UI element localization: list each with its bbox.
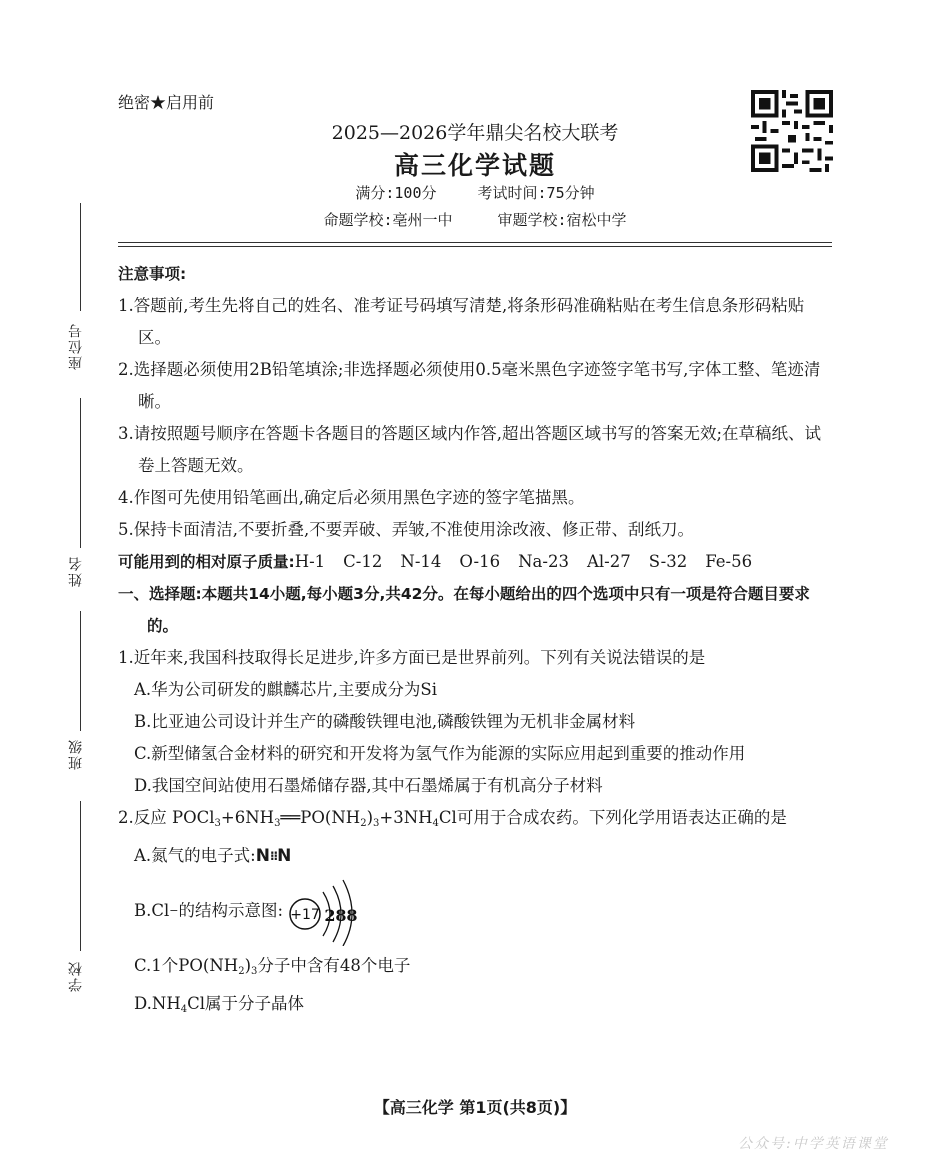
question-2-option-d: $D.NH_4Cl$属于分子晶体 (134, 994, 304, 1015)
side-label-name: 姓名 (68, 555, 84, 587)
section-heading: 一、选择题:本题共14小题,每小题3分,共42分。在每小题给出的四个选项中只有一项是符合题目要求的。 (118, 585, 810, 635)
atomic-mass-label: 可能用到的相对原子质量: (118, 553, 295, 571)
atomic-mass-value: H-1 (294, 552, 326, 571)
shell-electron-count: 8 (346, 906, 358, 925)
question-2-option-c: C.1个$PO(NH_2)_3$分子中含有48个电子 (134, 956, 411, 977)
question-1-option-d: D.我国空间站使用石墨烯储存器,其中石墨烯属于有机高分子材料 (134, 776, 603, 795)
question-1-option-c: C.新型储氢合金材料的研究和开发将为氢气作为能源的实际应用起到重要的推动作用 (134, 744, 746, 763)
secret-label: 绝密★启用前 (118, 93, 215, 112)
binding-line-segment (80, 203, 81, 311)
shell-electron-count: 2 (324, 906, 336, 925)
notice-item: 4.作图可先使用铅笔画出,确定后必须用黑色字迹的签字笔描黑。 (118, 488, 585, 507)
notice-item: 5.保持卡面清洁,不要折叠,不要弄破、弄皱,不准使用涂改液、修正带、刮纸刀。 (118, 520, 694, 539)
notice-item: 2.选择题必须使用2B铅笔填涂;非选择题必须使用0.5毫米黑色字迹签字笔书写,字体工整、笔迹清晰。 (118, 360, 821, 411)
page-footer: 【高三化学 第1页(共8页)】 (373, 1098, 577, 1117)
exam-meta-schools (0, 209, 950, 230)
notice-item: 3.请按照题号顺序在答题卡各题目的答题区域内作答,超出答题区域书写的答案无效;在草稿纸、试卷上答题无效。 (118, 424, 822, 475)
side-label-class: 班级 (68, 738, 84, 770)
atomic-mass-value: S-32 (648, 552, 688, 571)
qr-code-icon (751, 90, 833, 172)
notice-heading: 注意事项: (118, 265, 187, 283)
question-2-option-b: B.Cl − 的结构示意图: +17 2 8 8 (118, 872, 834, 950)
nucleus-charge: +17 (290, 907, 320, 923)
atomic-mass-value: O-16 (459, 552, 501, 571)
shell-electron-count: 8 (335, 906, 347, 925)
binding-line-segment (80, 801, 81, 951)
full-score: 满分:100分 (355, 184, 437, 202)
reviewer-school: 审题学校:宿松中学 (497, 211, 627, 229)
side-label-school: 学校 (68, 960, 84, 992)
binding-line-segment (80, 611, 81, 731)
header-rule-thin (118, 246, 832, 247)
atomic-mass-value: Na-23 (518, 552, 569, 571)
question-1-option-b: B.比亚迪公司设计并生产的磷酸铁锂电池,磷酸铁锂为无机非金属材料 (134, 712, 636, 731)
binding-line-segment (80, 398, 81, 548)
atomic-mass-value: Al-27 (586, 552, 631, 571)
exam-time: 考试时间:75分钟 (477, 184, 595, 202)
question-2-option-a: A.氮气的电子式:N⁝⁝N (134, 846, 292, 866)
atomic-mass-value: N-14 (400, 552, 442, 571)
subject-title: 高三化学试题 (393, 151, 556, 180)
question-2-stem: 2.反应 $POCl_3+6NH_3══PO(NH_2)_3+3NH_4Cl$可用于合成农药。下列化学用语表达正确的是 (118, 808, 787, 829)
watermark: 公众号:中学英语课堂 (738, 1136, 889, 1152)
exam-title: 2025—2026学年鼎尖名校大联考 (331, 122, 619, 144)
chloride-ion-structure-diagram (287, 876, 387, 946)
exam-meta-score-time (0, 182, 950, 203)
atomic-mass-value: C-12 (343, 552, 383, 571)
paper-body (118, 258, 834, 1026)
header-rule-thick (118, 242, 832, 243)
question-1-stem: 1.近年来,我国科技取得长足进步,许多方面已是世界前列。下列有关说法错误的是 (118, 648, 706, 667)
setter-school: 命题学校:亳州一中 (323, 211, 453, 229)
notice-item: 1.答题前,考生先将自己的姓名、准考证号码填写清楚,将条形码准确粘贴在考生信息条形码粘贴区。 (118, 296, 805, 347)
side-label-seat: 座位号 (68, 322, 84, 370)
atomic-mass-line (118, 546, 834, 578)
question-1-option-a: A.华为公司研发的麒麟芯片,主要成分为Si (134, 680, 437, 699)
atomic-mass-value: Fe-56 (705, 552, 753, 571)
nitrogen-electron-formula: N⁝⁝N (255, 846, 292, 866)
